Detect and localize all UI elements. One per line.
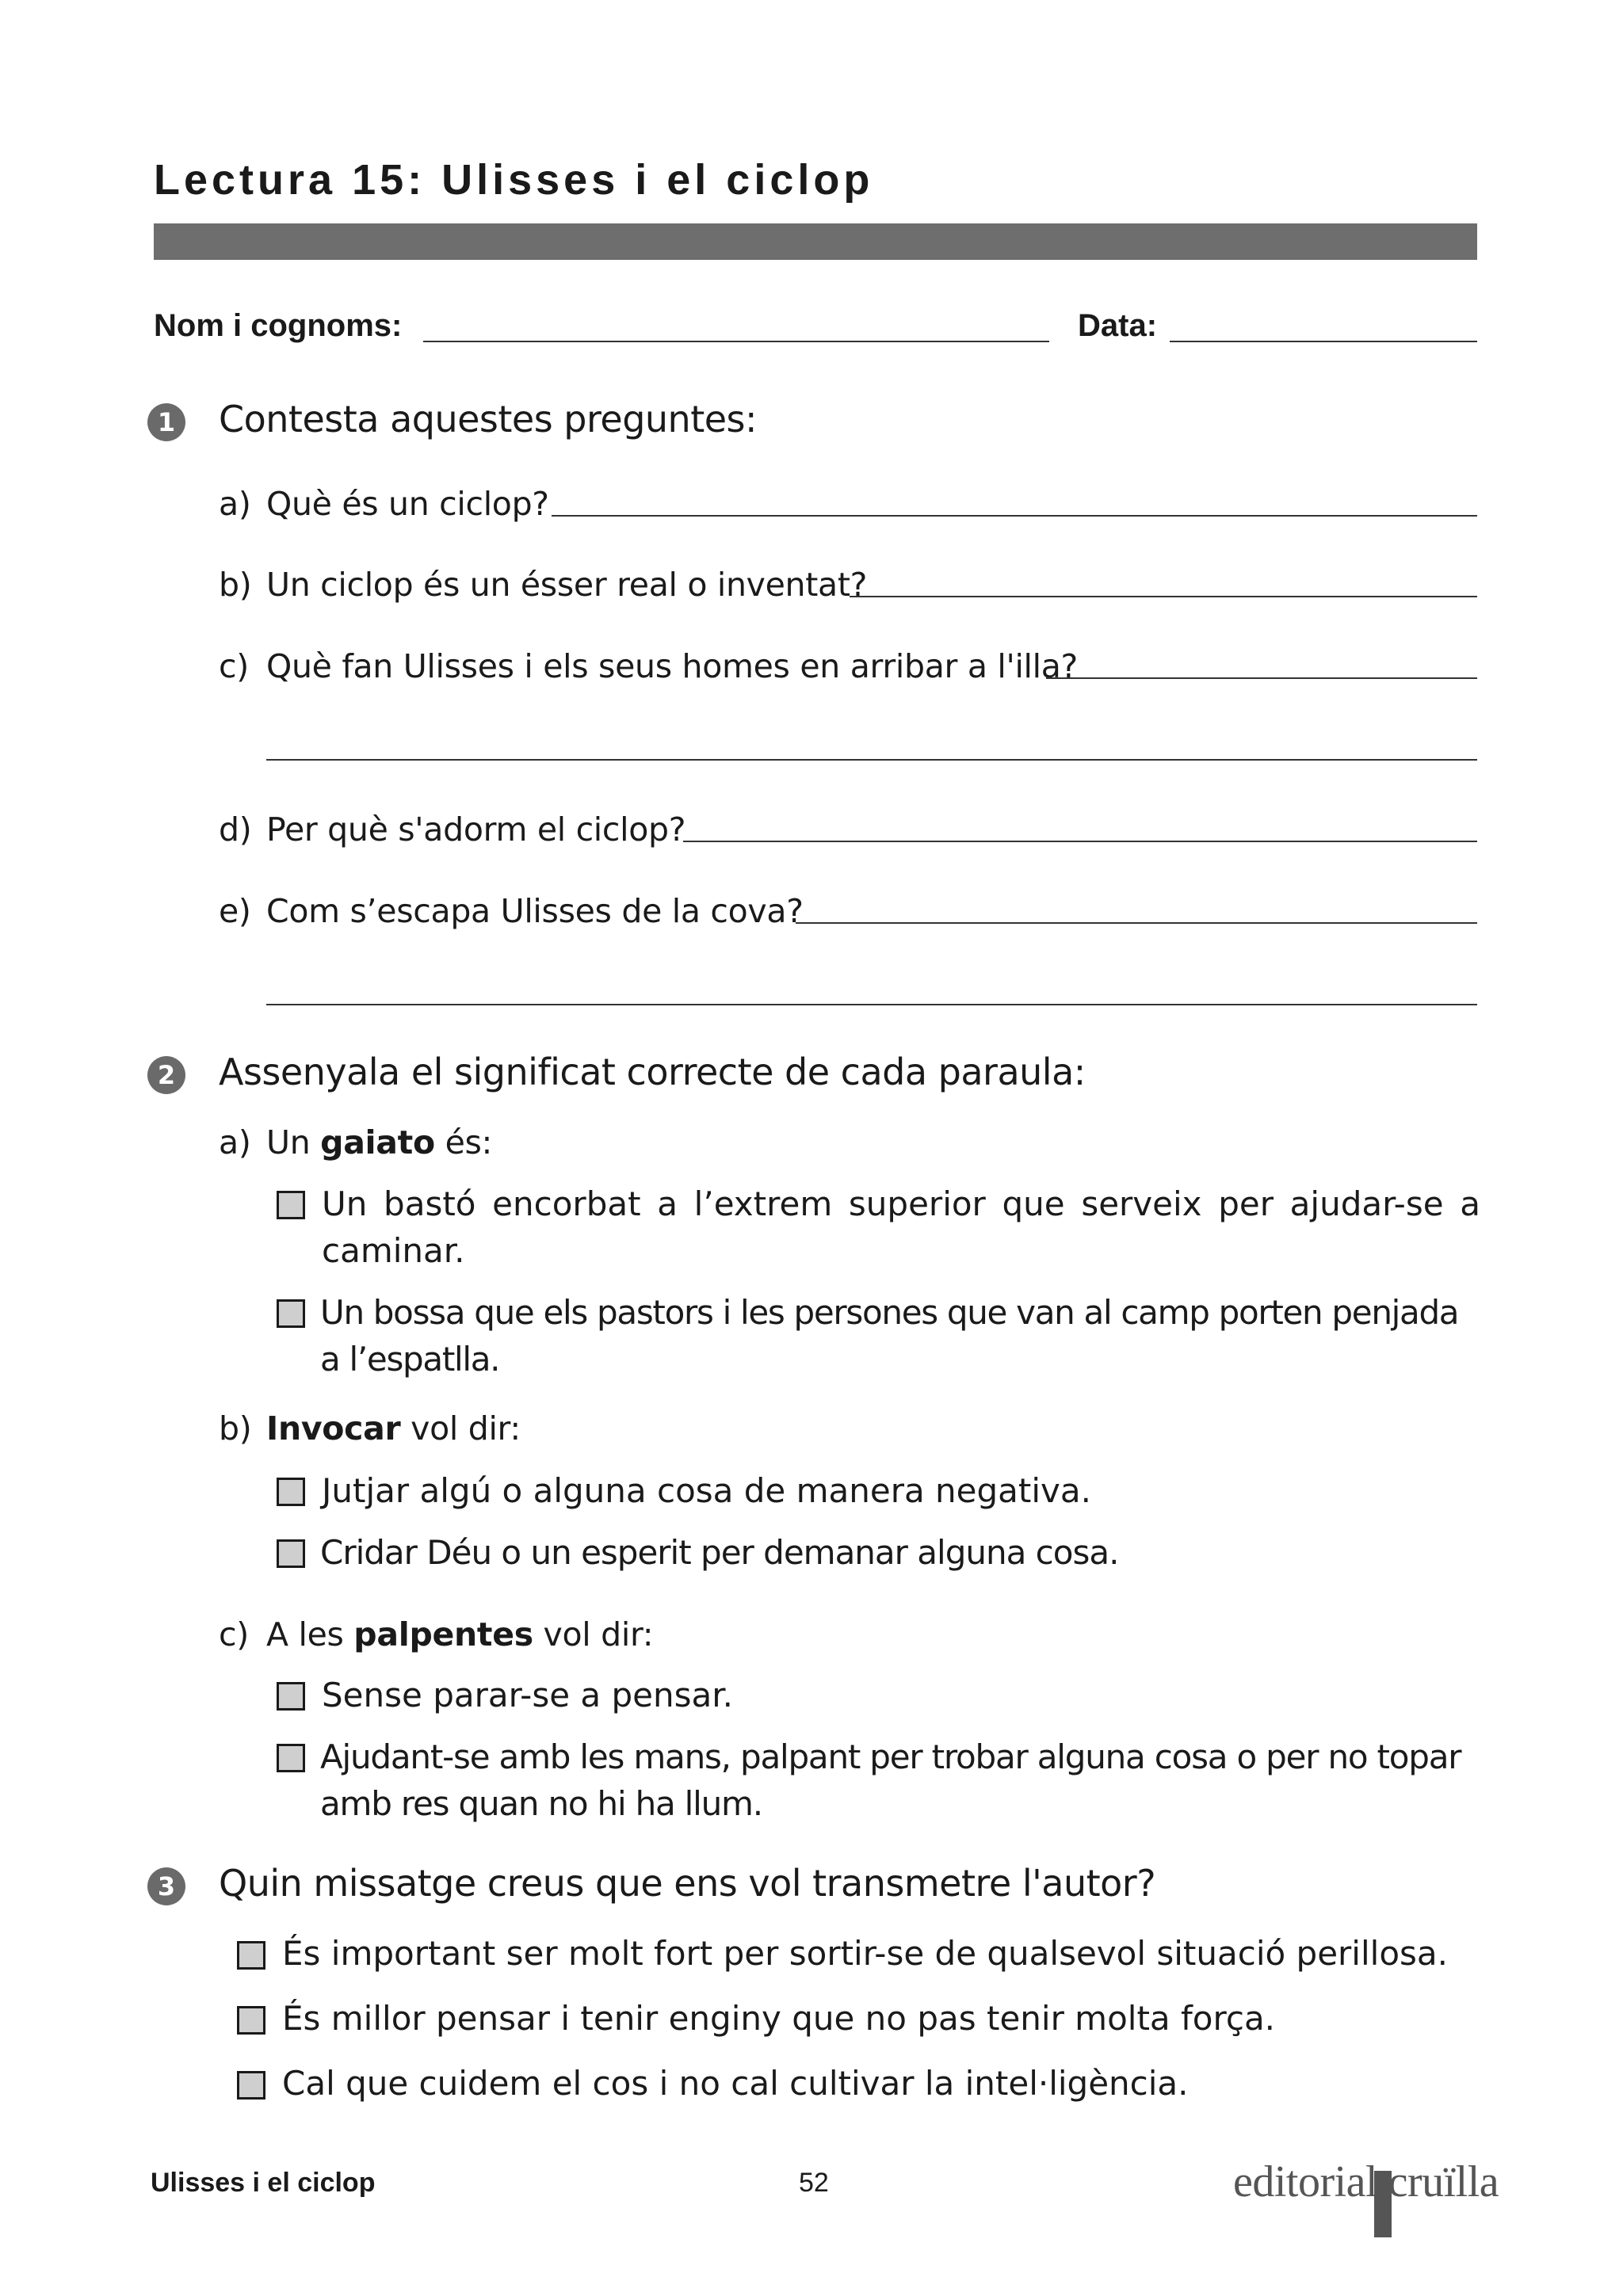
- name-field[interactable]: [423, 341, 1049, 342]
- q1c-text: Què fan Ulisses i els seus homes en arribar a l'illa?: [266, 647, 1079, 685]
- q2a-word: gaiato: [320, 1123, 435, 1161]
- question-1-number: 1: [147, 403, 185, 441]
- q3-option-2-text: És millor pensar i tenir enginy que no pas tenir molta força.: [282, 1999, 1276, 2038]
- page-title: Lectura 15: Ulisses i el ciclop: [154, 156, 874, 204]
- q1d-letter: d): [219, 810, 252, 849]
- q1b-letter: b): [219, 566, 252, 604]
- q1a-text: Què és un ciclop?: [266, 485, 549, 523]
- q1d-answer-line[interactable]: [683, 841, 1477, 842]
- publisher-logo: editorial cruïlla: [1233, 2157, 1499, 2206]
- q1b-answer-line[interactable]: [850, 596, 1477, 597]
- q2c-option-1-text: Sense parar-se a pensar.: [322, 1676, 733, 1714]
- q1e-text: Com s’escapa Ulisses de la cova?: [266, 892, 804, 930]
- q1c-answer-line[interactable]: [1046, 677, 1477, 679]
- q2c-option-2-text: Ajudant-se amb les mans, palpant per trobar alguna cosa o per no topar amb res quan no hi ha llum.: [320, 1737, 1461, 1823]
- q3-option-3-checkbox[interactable]: [237, 2071, 265, 2100]
- q2b-option-1-checkbox[interactable]: [277, 1478, 305, 1506]
- q2a-stem: Un gaiato és:: [266, 1123, 493, 1161]
- q2a-option-2-checkbox[interactable]: [277, 1299, 305, 1328]
- q1c-letter: c): [219, 647, 249, 685]
- q2c-option-2-checkbox[interactable]: [277, 1744, 305, 1772]
- q2b-option-2-checkbox[interactable]: [277, 1539, 305, 1568]
- q2c-word: palpentes: [353, 1615, 533, 1653]
- q3-option-3-text: Cal que cuidem el cos i no cal cultivar la intel·ligència.: [282, 2064, 1189, 2103]
- q2c-letter: c): [219, 1615, 249, 1653]
- q2a-option-1-checkbox[interactable]: [277, 1191, 305, 1219]
- q3-option-1-checkbox[interactable]: [237, 1941, 265, 1970]
- q1d-text: Per què s'adorm el ciclop?: [266, 810, 686, 849]
- q3-option-2-checkbox[interactable]: [237, 2006, 265, 2035]
- q2c-option-1-checkbox[interactable]: [277, 1682, 305, 1711]
- footer-title: Ulisses i el ciclop: [151, 2168, 376, 2198]
- q2b-option-1-text: Jutjar algú o alguna cosa de manera negativa.: [322, 1471, 1091, 1510]
- name-label: Nom i cognoms:: [154, 308, 403, 343]
- question-2-prompt: Assenyala el significat correcte de cada paraula:: [219, 1051, 1086, 1093]
- page-number: 52: [799, 2168, 829, 2198]
- question-1-prompt: Contesta aquestes preguntes:: [219, 398, 758, 441]
- q2a-option-2-text: Un bossa que els pastors i les persones que van al camp porten penjada a l’espatlla.: [320, 1293, 1459, 1379]
- q1e-letter: e): [219, 892, 251, 930]
- q2a-letter: a): [219, 1123, 251, 1161]
- q2b-letter: b): [219, 1409, 252, 1447]
- date-field[interactable]: [1170, 341, 1477, 342]
- q2b-stem: Invocar vol dir:: [266, 1409, 521, 1447]
- q1b-text: Un ciclop és un ésser real o inventat?: [266, 566, 868, 604]
- q2b-word: Invocar: [266, 1409, 401, 1447]
- date-label: Data:: [1078, 308, 1158, 343]
- question-2-number: 2: [147, 1056, 185, 1094]
- q1e-answer-line[interactable]: [796, 922, 1477, 924]
- title-bar: [154, 223, 1477, 260]
- q2a-option-1-text: Un bastó encorbat a l’extrem superior que serveix per ajudar-se a caminar.: [322, 1184, 1480, 1270]
- q3-option-1-text: És important ser molt fort per sortir-se de qualsevol situació perillosa.: [282, 1934, 1448, 1973]
- q1e-answer-line-2[interactable]: [266, 1004, 1477, 1005]
- q2b-option-2-text: Cridar Déu o un esperit per demanar alguna cosa.: [320, 1533, 1119, 1572]
- q1a-letter: a): [219, 485, 251, 523]
- q1a-answer-line[interactable]: [552, 515, 1477, 517]
- question-3-prompt: Quin missatge creus que ens vol transmetre l'autor?: [219, 1862, 1156, 1905]
- question-3-number: 3: [147, 1867, 185, 1905]
- q2c-stem: A les palpentes vol dir:: [266, 1615, 654, 1653]
- q1c-answer-line-2[interactable]: [266, 759, 1477, 761]
